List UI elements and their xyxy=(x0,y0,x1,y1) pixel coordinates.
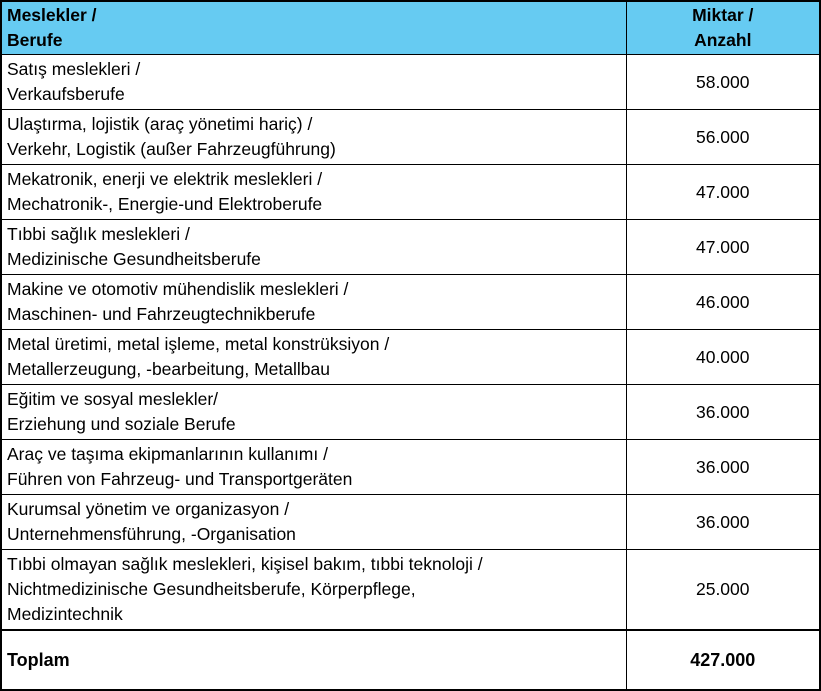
occupation-line: Satış meslekleri / xyxy=(7,59,141,79)
occupation-line: Nichtmedizinische Gesundheitsberufe, Körperpflege, xyxy=(7,579,416,599)
occupation-line: Tıbbi sağlık meslekleri / xyxy=(7,224,190,244)
occupation-line: Araç ve taşıma ekipmanlarının kullanımı / xyxy=(7,444,328,464)
amount-cell: 58.000 xyxy=(626,55,820,110)
amount-cell: 40.000 xyxy=(626,330,820,385)
occupation-line: Ulaştırma, lojistik (araç yönetimi hariç) / xyxy=(7,114,313,134)
amount-cell: 36.000 xyxy=(626,385,820,440)
table-row xyxy=(1,275,820,330)
amount-cell: 36.000 xyxy=(626,440,820,495)
occupation-cell xyxy=(1,165,626,220)
occupation-line: Mechatronik-, Energie-und Elektroberufe xyxy=(7,194,323,214)
amount-cell: 47.000 xyxy=(626,220,820,275)
amount-column-header xyxy=(626,1,820,55)
occupation-cell xyxy=(1,550,626,631)
occupation-cell xyxy=(1,495,626,550)
occupation-cell xyxy=(1,330,626,385)
occupation-cell xyxy=(1,55,626,110)
amount-cell: 25.000 xyxy=(626,550,820,631)
table-row xyxy=(1,110,820,165)
table-row xyxy=(1,330,820,385)
occupation-line: Erziehung und soziale Berufe xyxy=(7,414,236,434)
occupation-cell xyxy=(1,220,626,275)
total-value: 427.000 xyxy=(626,630,820,690)
table-row xyxy=(1,550,820,631)
total-row xyxy=(1,630,820,690)
occupation-line: Maschinen- und Fahrzeugtechnikberufe xyxy=(7,304,316,324)
amount-cell: 56.000 xyxy=(626,110,820,165)
occupation-line: Eğitim ve sosyal meslekler/ xyxy=(7,389,219,409)
amount-cell: 46.000 xyxy=(626,275,820,330)
table-row xyxy=(1,385,820,440)
table-row xyxy=(1,55,820,110)
occupation-line: Führen von Fahrzeug- und Transportgeräten xyxy=(7,469,353,489)
occupation-cell xyxy=(1,275,626,330)
table-row xyxy=(1,495,820,550)
occupation-line: Kurumsal yönetim ve organizasyon / xyxy=(7,499,290,519)
total-label: Toplam xyxy=(1,630,626,690)
amount-cell: 36.000 xyxy=(626,495,820,550)
occupation-header-line: Berufe xyxy=(7,30,63,50)
occupation-line: Metallerzeugung, -bearbeitung, Metallbau xyxy=(7,359,330,379)
occupation-line: Makine ve otomotiv mühendislik meslekleri / xyxy=(7,279,349,299)
occupation-line: Metal üretimi, metal işleme, metal konstrüksiyon / xyxy=(7,334,390,354)
occupation-line: Mekatronik, enerji ve elektrik meslekleri / xyxy=(7,169,323,189)
occupation-header-line: Meslekler / xyxy=(7,5,97,25)
table-row xyxy=(1,220,820,275)
occupation-cell xyxy=(1,110,626,165)
table-row xyxy=(1,440,820,495)
amount-header-line: Anzahl xyxy=(694,30,752,50)
occupation-cell xyxy=(1,440,626,495)
amount-header-line: Miktar / xyxy=(692,5,754,25)
occupation-line: Verkaufsberufe xyxy=(7,84,125,104)
occupation-cell xyxy=(1,385,626,440)
table-header-row xyxy=(1,1,820,55)
occupation-column-header xyxy=(1,1,626,55)
occupation-line: Unternehmensführung, -Organisation xyxy=(7,524,296,544)
amount-cell: 47.000 xyxy=(626,165,820,220)
occupation-line: Tıbbi olmayan sağlık meslekleri, kişisel bakım, tıbbi teknoloji / xyxy=(7,554,483,574)
occupation-line: Medizintechnik xyxy=(7,604,123,624)
occupation-line: Medizinische Gesundheitsberufe xyxy=(7,249,261,269)
table-row xyxy=(1,165,820,220)
occupation-line: Verkehr, Logistik (außer Fahrzeugführung) xyxy=(7,139,336,159)
